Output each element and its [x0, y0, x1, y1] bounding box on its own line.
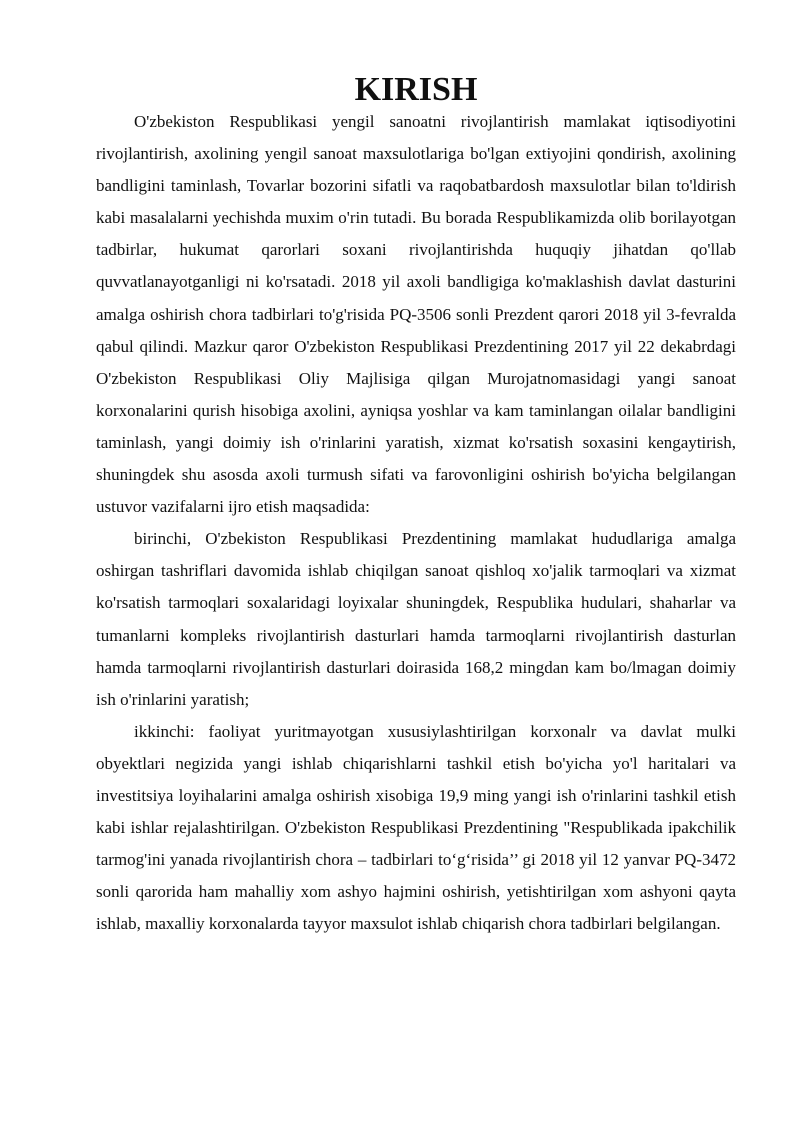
document-title: KIRISH: [354, 71, 478, 108]
document-page: [96, 71, 736, 940]
first-point-paragraph: birinchi, O'zbekiston Respublikasi Prezdentining mamlakat hududlariga amalga oshirgan tashriflari davomida ishlab chiqilgan sanoat qishloq xo'jalik tarmoqlari va xizmat ko'rsatish tarmoqlari soxalaridagi loyixalar shuningdek, Respublika hudulari, shaharlar va tumanlarni kompleks rivojlantirish dasturlari hamda tarmoqlarni rivojlantirish dasturlan hamda tarmoqlarni rivojlantirish dasturlari doirasida 168,2 mingdan kam bo/lmagan doimiy ish o'rinlarini yaratish;: [96, 529, 736, 709]
intro-paragraph: O'zbekiston Respublikasi yengil sanoatni rivojlantirish mamlakat iqtisodiyotini rivojlantirish, axolining yengil sanoat maxsulotlariga bo'lgan extiyojini qondirish, axolining bandligini taminlash, Tovarlar bozorini sifatli va raqobatbardosh maxsulotlar bilan to'ldirish kabi masalalarni yechishda muxim o'rin tutadi. Bu borada Respublikamizda olib borilayotgan tadbirlar, hukumat qarorlari soxani rivojlantirishda huquqiy jihatdan qo'llab quvvatlanayotganligi ni ko'rsatadi. 2018 yil axoli bandligiga ko'maklashish davlat dasturini amalga oshirish chora tadbirlari to'g'risida PQ-3506 sonli Prezdent qarori 2018 yil 3-fevralda qabul qilindi. Mazkur qaror O'zbekiston Respublikasi Prezdentining 2017 yil 22 dekabrdagi O'zbekiston Respublikasi Oliy Majlisiga qilgan Murojatnomasidagi yangi sanoat korxonalarini qurish hisobiga axolini, ayniqsa yoshlar va kam taminlangan oilalar bandligini taminlash, yangi doimiy ish o'rinlarini yaratish, xizmat ko'rsatish soxasini kengaytirish, shuningdek shu asosda axoli turmush sifati va farovonligini oshirish bo'yicha belgilangan ustuvor vazifalarni ijro etish maqsadida:: [96, 112, 736, 517]
second-point-paragraph: ikkinchi: faoliyat yuritmayotgan xususiylashtirilgan korxonalr va davlat mulki obyektlari negizida yangi ishlab chiqarishlarni tashkil etish bo'yicha yo'l haritalari va investitsiya loyihalarini amalga oshirish xisobiga 19,9 ming yangi ish o'rinlarini tashkil etish kabi ishlar rejalashtirilgan. O'zbekiston Respublikasi Prezdentining "Respublikada ipakchilik tarmog'ini yanada rivojlantirish chora – tadbirlari to‘g‘risida’’ gi 2018 yil 12 yanvar PQ-3472 sonli qarorida ham mahalliy xom ashyo hajmini oshirish, yetishtirilgan xom ashyoni qayta ishlab, maxalliy korxonalarda tayyor maxsulot ishlab chiqarish chora tadbirlari belgilangan.: [96, 721, 736, 934]
